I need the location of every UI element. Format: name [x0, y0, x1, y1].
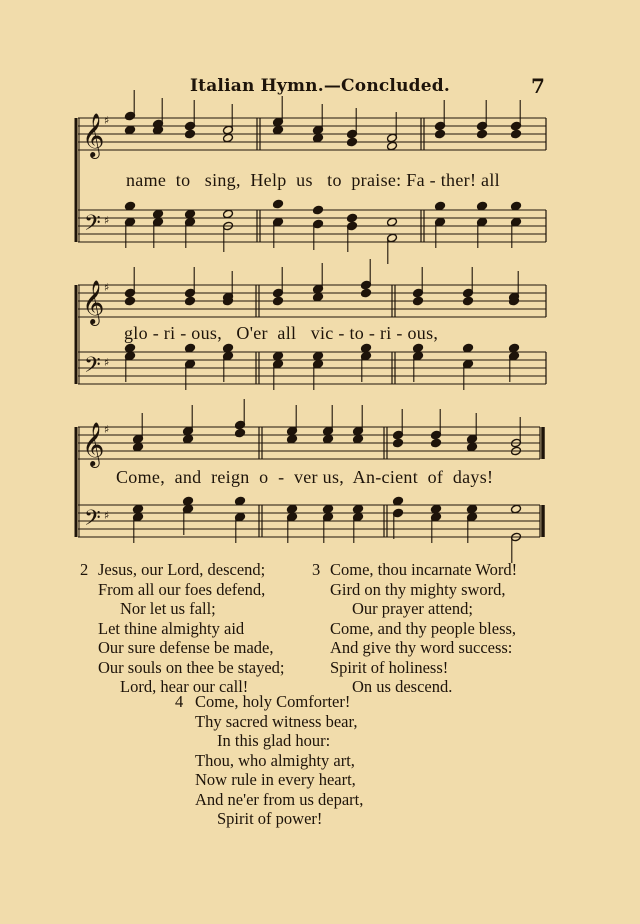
stanza-number: 2 — [80, 560, 89, 579]
stanza-text: Nor let us fall; — [120, 599, 216, 618]
stanza-3-lines — [312, 560, 517, 697]
note-head — [353, 504, 364, 514]
note-head — [313, 205, 324, 215]
sharp-icon: ♯ — [104, 509, 110, 522]
stanza-line — [80, 638, 285, 658]
stanza-text: Lord, hear our call! — [120, 677, 249, 696]
note-head — [287, 504, 298, 514]
stanza-line — [175, 751, 363, 771]
stanza-line — [175, 731, 363, 751]
lyric-line-3: Come, and reign o - ver us, An-cient of days! — [116, 467, 494, 487]
hymn-subtitle: —Concluded. — [323, 76, 450, 96]
stanza-line — [175, 770, 363, 790]
stanza-line — [175, 809, 363, 829]
note-head — [435, 201, 446, 211]
treble-clef-icon: 𝄞 — [82, 422, 105, 466]
bass-clef-icon: 𝄢 — [84, 353, 101, 383]
note-head — [435, 129, 446, 139]
stanza-2 — [80, 560, 285, 697]
stanza-text: Our sure defense be made, — [98, 638, 274, 657]
note-head — [353, 434, 364, 444]
stanza-text: And give thy word success: — [330, 638, 513, 657]
note-head — [125, 125, 136, 135]
note-head — [313, 292, 324, 302]
stanza-line — [312, 658, 517, 678]
stanza-2-lines — [80, 560, 285, 697]
stanza-4-lines — [175, 692, 363, 829]
sharp-icon: ♯ — [104, 281, 110, 294]
note-head — [431, 504, 442, 514]
stanza-line — [312, 560, 517, 580]
stanza-text: Now rule in every heart, — [195, 770, 356, 789]
note-head — [287, 434, 298, 444]
sharp-icon: ♯ — [104, 356, 110, 369]
note-head — [387, 141, 398, 151]
note-head — [477, 129, 488, 139]
stanza-line — [312, 638, 517, 658]
note-head — [393, 496, 404, 506]
note-head — [185, 296, 196, 306]
stanza-text: Spirit of power! — [217, 809, 323, 828]
stanza-line — [80, 619, 285, 639]
note-head — [125, 201, 136, 211]
note-head — [273, 296, 284, 306]
stanza-text: Come, thou incarnate Word! — [330, 560, 518, 579]
hymn-title: Italian Hymn. — [190, 76, 324, 96]
stanza-text: Our souls on thee be stayed; — [98, 657, 285, 677]
stanza-text: And ne'er from us depart, — [195, 789, 364, 809]
stanza-text: Come, and thy people bless, — [330, 618, 517, 638]
stanza-number: 3 — [312, 560, 321, 579]
treble-clef-icon: 𝄞 — [82, 280, 105, 324]
note-head — [133, 504, 144, 514]
note-head — [223, 209, 234, 219]
stanza-text: Spirit of holiness! — [330, 657, 449, 677]
note-head — [235, 428, 246, 438]
stanza-3 — [312, 560, 517, 697]
stanza-text: Jesus, our Lord, descend; — [98, 560, 266, 579]
note-head — [273, 125, 284, 135]
note-head — [125, 343, 136, 353]
stanza-4 — [175, 692, 363, 829]
stanza-text: In this glad hour: — [217, 731, 331, 750]
stanza-line — [175, 790, 363, 810]
note-head — [313, 133, 324, 143]
note-head — [463, 343, 474, 353]
sharp-icon: ♯ — [104, 114, 110, 127]
stanza-text: Thy sacred witness bear, — [195, 711, 358, 731]
sharp-icon: ♯ — [104, 214, 110, 227]
lyric-line-1: name to sing, Help us to praise: Fa - ther! all — [126, 170, 500, 190]
note-head — [387, 217, 398, 227]
note-head — [467, 504, 478, 514]
note-head — [185, 129, 196, 139]
note-head — [273, 199, 284, 209]
note-head — [477, 201, 488, 211]
stanza-line — [312, 619, 517, 639]
note-head — [393, 438, 404, 448]
stanza-text: Gird on thy mighty sword, — [330, 579, 506, 599]
stanza-line — [312, 599, 517, 619]
note-head — [125, 296, 136, 306]
treble-clef-icon: 𝄞 — [82, 113, 105, 157]
note-head — [223, 133, 234, 143]
stanza-text: Come, holy Comforter! — [195, 692, 351, 711]
stanza-text: From all our foes defend, — [98, 579, 266, 599]
note-head — [153, 209, 164, 219]
note-head — [509, 343, 520, 353]
note-head — [511, 129, 522, 139]
note-head — [361, 343, 372, 353]
note-head — [185, 209, 196, 219]
stanza-line — [80, 658, 285, 678]
note-head — [413, 296, 424, 306]
stanza-line — [80, 580, 285, 600]
note-head — [185, 343, 196, 353]
note-head — [183, 496, 194, 506]
note-head — [183, 434, 194, 444]
bass-clef-icon: 𝄢 — [84, 211, 101, 241]
note-head — [511, 504, 522, 514]
stanza-line — [312, 580, 517, 600]
sharp-icon: ♯ — [104, 423, 110, 436]
note-head — [347, 213, 358, 223]
note-head — [323, 504, 334, 514]
stanza-line — [80, 560, 285, 580]
stanza-text: Thou, who almighty art, — [195, 750, 355, 770]
note-head — [313, 351, 324, 361]
stanza-line — [175, 712, 363, 732]
note-head — [361, 288, 372, 298]
note-head — [133, 442, 144, 452]
note-head — [413, 343, 424, 353]
note-head — [323, 434, 334, 444]
page-number: 7 — [531, 74, 545, 98]
stanza-text: Let thine almighty aid — [98, 618, 245, 638]
note-head — [235, 496, 246, 506]
note-head — [273, 351, 284, 361]
note-head — [431, 438, 442, 448]
stanza-line — [175, 692, 363, 712]
stanza-number: 4 — [175, 692, 184, 711]
note-head — [463, 296, 474, 306]
note-head — [467, 442, 478, 452]
note-head — [347, 137, 358, 147]
note-head — [223, 343, 234, 353]
bass-clef-icon: 𝄢 — [84, 506, 101, 536]
lyric-line-2: glo - ri - ous, O'er all vic - to - ri - ous, — [124, 323, 439, 343]
stanza-line — [80, 599, 285, 619]
note-head — [511, 201, 522, 211]
stanza-text: On us descend. — [352, 677, 453, 696]
stanza-text: Our prayer attend; — [352, 599, 473, 618]
